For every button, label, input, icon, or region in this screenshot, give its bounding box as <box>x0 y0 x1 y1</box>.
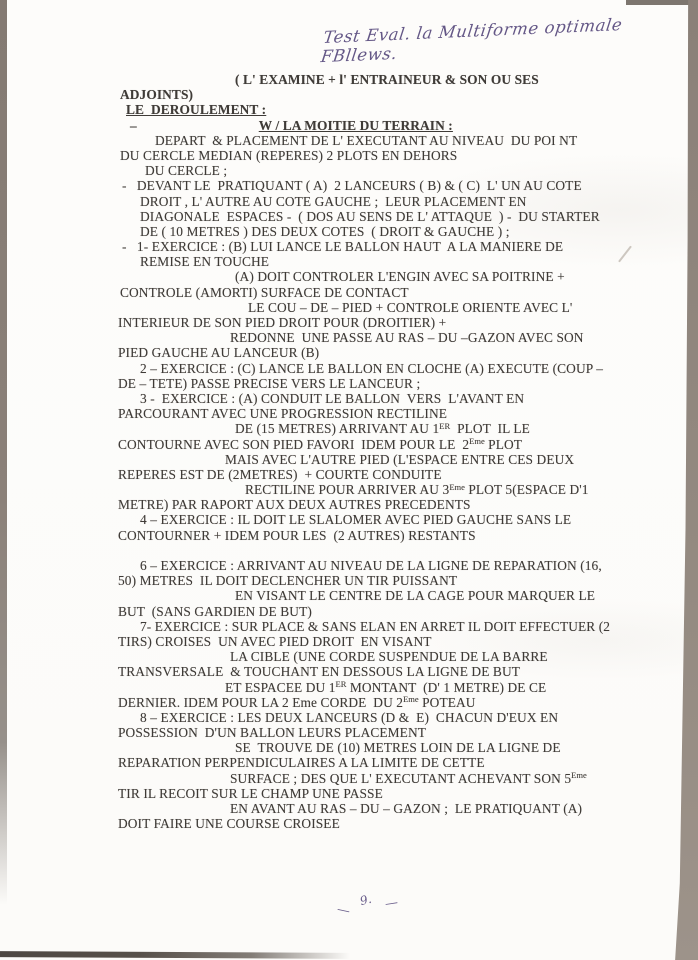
document-text <box>118 72 658 831</box>
handwritten-bottom-page-mark: 9. <box>358 891 373 909</box>
document-line: EN VISANT LE CENTRE DE LA CAGE POUR MARQUER LE <box>235 588 596 604</box>
document-line: ( L' EXAMINE + l' ENTRAINEUR & SON OU SES <box>235 72 539 87</box>
scan-edge-right <box>672 0 698 960</box>
document-line: LA CIBLE (UNE CORDE SUSPENDUE DE LA BARRE <box>230 649 548 665</box>
document-line: LE COU – DE – PIED + CONTROLE ORIENTE AVEC L' <box>248 299 573 315</box>
document-line: DU CERCLE MEDIAN (REPERES) 2 PLOTS EN DEHORS <box>120 147 458 163</box>
document-line: DE (15 METRES) ARRIVANT AU 1ER PLOT IL LE <box>235 420 530 437</box>
scan-edge-top <box>626 0 698 5</box>
document-line: 7- EXERCICE : SUR PLACE & SANS ELAN EN ARRET IL DOIT EFFECTUER (2 <box>140 618 611 634</box>
document-line: DEPART & PLACEMENT DE L' EXECUTANT AU NIVEAU DU POI NT <box>155 132 578 148</box>
document-line: ADJOINTS) <box>120 87 194 103</box>
document-line: CONTROLE (AMORTI) SURFACE DE CONTACT <box>120 284 409 300</box>
document-line: CONTOURNER + IDEM POUR LES (2 AUTRES) RESTANTS <box>118 527 476 543</box>
document-line: 8 – EXERCICE : LES DEUX LANCEURS (D & E) CHACUN D'EUX EN <box>140 709 559 725</box>
document-line: – W / LA MOITIE DU TERRAIN : <box>130 117 453 133</box>
document-line: DOIT FAIRE UNE COURSE CROISEE <box>118 816 340 832</box>
handwritten-bottom-dash-left: — <box>335 901 352 920</box>
document-line: DIAGONALE ESPACES - ( DOS AU SENS DE L' ATTAQUE ) - DU STARTER <box>140 208 600 224</box>
document-line: BUT (SANS GARDIEN DE BUT) <box>118 603 312 619</box>
document-line: LE DEROULEMENT : <box>126 102 267 118</box>
document-line: (A) DOIT CONTROLER L'ENGIN AVEC SA POITRINE + <box>235 269 565 285</box>
document-line <box>118 543 658 558</box>
document-line: 2 – EXERCICE : (C) LANCE LE BALLON EN CLOCHE (A) EXECUTE (COUP – <box>140 360 604 376</box>
document-line: SE TROUVE DE (10) METRES LOIN DE LA LIGNE DE <box>235 740 561 756</box>
document-line: 6 – EXERCICE : ARRIVANT AU NIVEAU DE LA LIGNE DE REPARATION (16, <box>140 558 602 573</box>
document-line: - DEVANT LE PRATIQUANT ( A) 2 LANCEURS ( B) & ( C) L' UN AU COTE <box>122 178 582 194</box>
document-line: TRANSVERSALE & TOUCHANT EN DESSOUS LA LIGNE DE BUT <box>118 664 520 680</box>
scan-edge-bottom <box>0 951 350 959</box>
document-line: REMISE EN TOUCHE <box>140 254 270 270</box>
document-line: 3 - EXERCICE : (A) CONDUIT LE BALLON VERS L'AVANT EN <box>140 390 525 406</box>
document-line: - 1- EXERCICE : (B) LUI LANCE LE BALLON HAUT A LA MANIERE DE <box>122 239 564 255</box>
document-line: EN AVANT AU RAS – DU – GAZON ; LE PRATIQUANT (A) <box>230 801 583 816</box>
document-line: DE ( 10 METRES ) DES DEUX COTES ( DROIT & GAUCHE ) ; <box>140 223 510 239</box>
document-line: 50) METRES IL DOIT DECLENCHER UN TIR PUISSANT <box>118 573 458 589</box>
handwritten-bottom-dash-right: — <box>383 895 400 912</box>
document-line: POSSESSION D'UN BALLON LEURS PLACEMENT <box>118 725 427 741</box>
document-line: DERNIER. IDEM POUR LA 2 Eme CORDE DU 2Eme POTEAU <box>118 694 476 710</box>
document-line: 4 – EXERCICE : IL DOIT LE SLALOMER AVEC PIED GAUCHE SANS LE <box>140 512 572 528</box>
document-line: RECTILINE POUR ARRIVER AU 3Eme PLOT 5(ESPACE D'1 <box>245 481 589 498</box>
document-line: REPERES EST DE (2METRES) + COURTE CONDUITE <box>118 466 442 482</box>
document-line: TIRS) CROISES UN AVEC PIED DROIT EN VISANT <box>118 633 432 649</box>
document-line: SURFACE ; DES QUE L' EXECUTANT ACHEVANT SON 5Eme <box>230 770 587 786</box>
document-line: TIR IL RECOIT SUR LE CHAMP UNE PASSE <box>118 785 383 801</box>
document-line: PARCOURANT AVEC UNE PROGRESSION RECTILINE <box>118 406 447 422</box>
document-line: ET ESPACEE DU 1ER MONTANT (D' 1 METRE) DE CE <box>225 679 547 695</box>
document-line: PIED GAUCHE AU LANCEUR (B) <box>118 345 320 361</box>
scan-edge-left <box>0 0 7 905</box>
document-line: CONTOURNE AVEC SON PIED FAVORI IDEM POUR LE 2Eme PLOT <box>118 436 523 452</box>
document-line: METRE) PAR RAPORT AUX DEUX AUTRES PRECEDENTS <box>118 497 471 513</box>
handwritten-top-annotation: Test Eval. la Multiforme optimale FBllews. <box>319 14 624 67</box>
document-line: MAIS AVEC L'AUTRE PIED (L'ESPACE ENTRE CES DEUX <box>225 451 575 467</box>
document-line: DROIT , L' AUTRE AU COTE GAUCHE ; LEUR PLACEMENT EN <box>140 193 527 209</box>
document-line: DU CERCLE ; <box>145 163 228 179</box>
document-line: REDONNE UNE PASSE AU RAS – DU –GAZON AVEC SON <box>230 330 584 346</box>
document-line: INTERIEUR DE SON PIED DROIT POUR (DROITIER) + <box>118 315 447 330</box>
document-line: REPARATION PERPENDICULAIRES A LA LIMITE DE CETTE <box>118 755 485 771</box>
document-line: DE – TETE) PASSE PRECISE VERS LE LANCEUR ; <box>118 375 421 391</box>
